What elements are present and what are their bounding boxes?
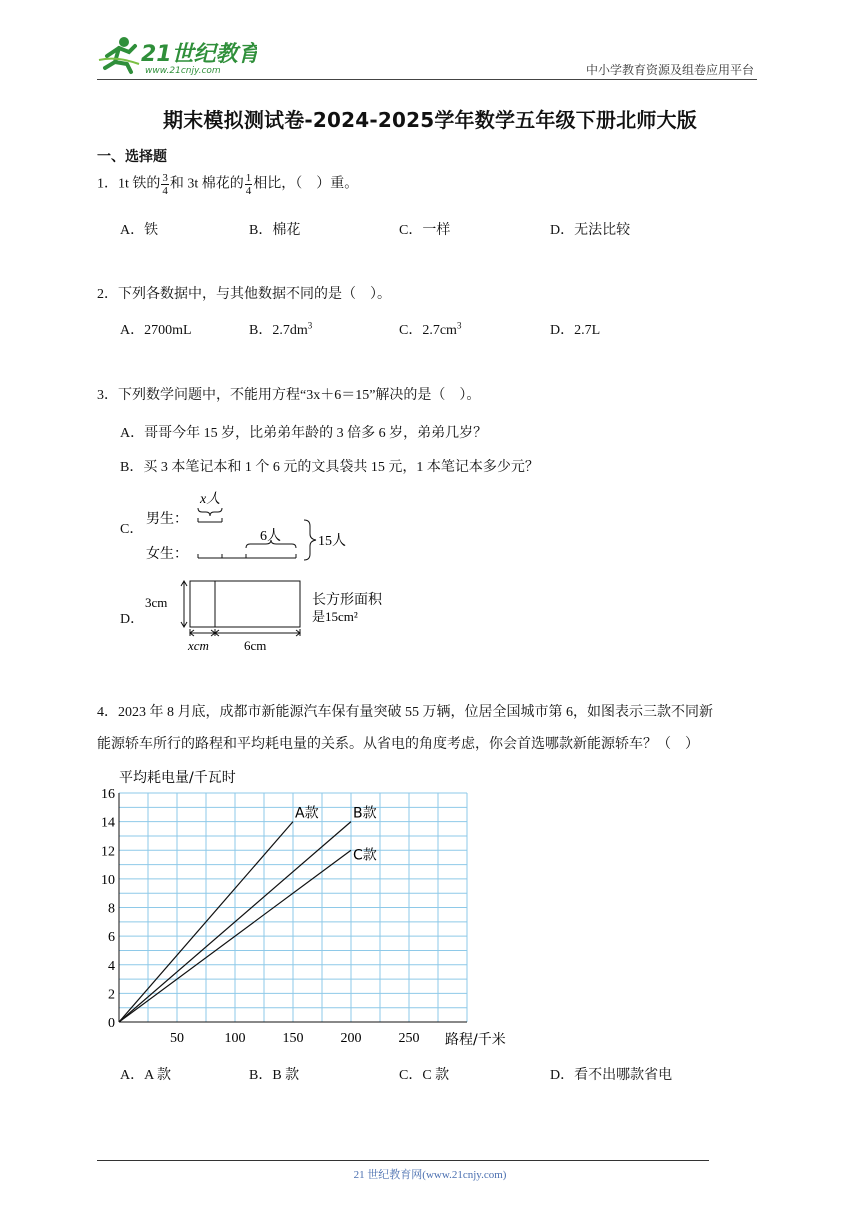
y-tick-label: 16 [101,787,115,802]
y-tick-label: 0 [108,1016,115,1031]
y-tick-label: 2 [108,987,115,1003]
header-divider [97,79,757,80]
q2-option-b[interactable]: B．$2.7dm^3$ [249,320,313,338]
platform-label: 中小学教育资源及组卷应用平台 [585,63,754,77]
x-axis-label: 路程/千米 [445,1032,506,1048]
area-label-1: 长方形面积 [312,592,382,608]
series-label-2: B款 [353,805,377,822]
q1-option-a[interactable]: A．铁 [120,223,159,238]
x-tick-label: 200 [340,1031,362,1046]
section-heading: 一、选择题 [97,149,167,165]
x-tick-label: 250 [398,1031,420,1046]
girls-label: 女生： [146,546,188,562]
logo-url: www.21cnjy.com [145,66,221,76]
q3-option-c[interactable]: C． [120,522,144,537]
q1-option-b[interactable]: B．棉花 [249,223,301,238]
boys-label: 男生： [146,511,188,527]
logo-text: 21世纪教育 [141,42,257,67]
y-tick-label: 14 [101,815,115,831]
x-tick-label: 100 [224,1031,246,1046]
site-logo [97,34,257,76]
x-brace [198,508,222,516]
y-tick-label: 6 [108,930,115,946]
energy-chart [95,762,535,1052]
six-people-label: 6人 [260,529,281,544]
six-brace [246,540,296,548]
q4-option-a[interactable]: A．A 款 [120,1068,171,1083]
q3-option-a[interactable]: A．哥哥今年 15 岁，比弟弟年龄的 3 倍多 6 岁，弟弟几岁？ [120,426,488,441]
page-title: 期末模拟测试卷-2024-2025学年数学五年级下册北师大版 [163,108,697,132]
rectangle-diagram [140,574,400,658]
q2-option-d[interactable]: D．2.7L [550,323,601,338]
x-tick-label: 50 [170,1031,184,1046]
q3-option-b[interactable]: B．买 3 本笔记本和 1 个 6 元的文具袋共 15 元，1 本笔记本多少元？ [120,460,539,475]
q2-option-a[interactable]: A．2700mL [120,323,192,338]
x-people-label: x人 [200,492,221,507]
y-tick-label: 8 [108,901,115,917]
q4-option-d[interactable]: D．看不出哪款省电 [550,1068,673,1083]
y-axis-label: 平均耗电量/千瓦时 [119,770,236,786]
x-width-label: xcm [188,638,209,653]
x-tick-label: 150 [282,1031,304,1046]
x-tick-labels [170,1031,420,1046]
height-label: 3cm [145,595,168,610]
total-brace [304,520,316,560]
q4-option-c[interactable]: C．C 款 [399,1068,450,1083]
question-3: 3．下列数学问题中，不能用方程“3x＋6＝15”解决的是（ ）。 [97,388,481,403]
segment-diagram [140,486,370,566]
six-width-label: 6cm [244,638,267,653]
footer-divider [97,1160,709,1161]
q1-option-d[interactable]: D．无法比较 [550,223,631,238]
chart-grid [119,793,467,1022]
area-label-2: 是15cm² [312,609,358,624]
series-lines [119,805,377,1022]
question-4-line2: 能源轿车所行的路程和平均耗电量的关系。从省电的角度考虑，你会首选哪款新能源轿车？（ ） [97,737,699,752]
question-1: 1．1t 铁的 $\frac{3}{4}$ 和 3t 棉花的 $\frac{1}{4}$ 相比，（ ）重。 [97,172,359,197]
y-tick-label: 12 [101,844,115,860]
y-tick-label: 10 [101,872,115,888]
runner-logo-icon [97,34,257,76]
series-label-1: A款 [295,805,319,822]
total-label: 15人 [318,534,346,549]
q3-option-d[interactable]: D． [120,612,145,627]
fraction-1-4: $\frac{1}{4}$ [245,172,252,197]
question-2: 2．下列各数据中，与其他数据不同的是（ ）。 [97,287,391,302]
footer-text[interactable]: 21 世纪教育网(www.21cnjy.com) [353,1169,507,1181]
question-4-line1: 4．2023 年 8 月底，成都市新能源汽车保有量突破 55 万辆，位居全国城市第 6，如图表示三款不同新 [97,705,713,720]
y-tick-label: 4 [108,958,115,974]
rectangle [190,581,300,627]
series-label-3: C款 [353,847,377,864]
q2-option-c[interactable]: C．$2.7cm^3$ [399,320,462,338]
q1-option-c[interactable]: C．一样 [399,223,451,238]
y-tick-labels [101,787,115,1031]
q4-option-b[interactable]: B．B 款 [249,1068,300,1083]
fraction-3-4: $\frac{3}{4}$ [162,172,168,197]
